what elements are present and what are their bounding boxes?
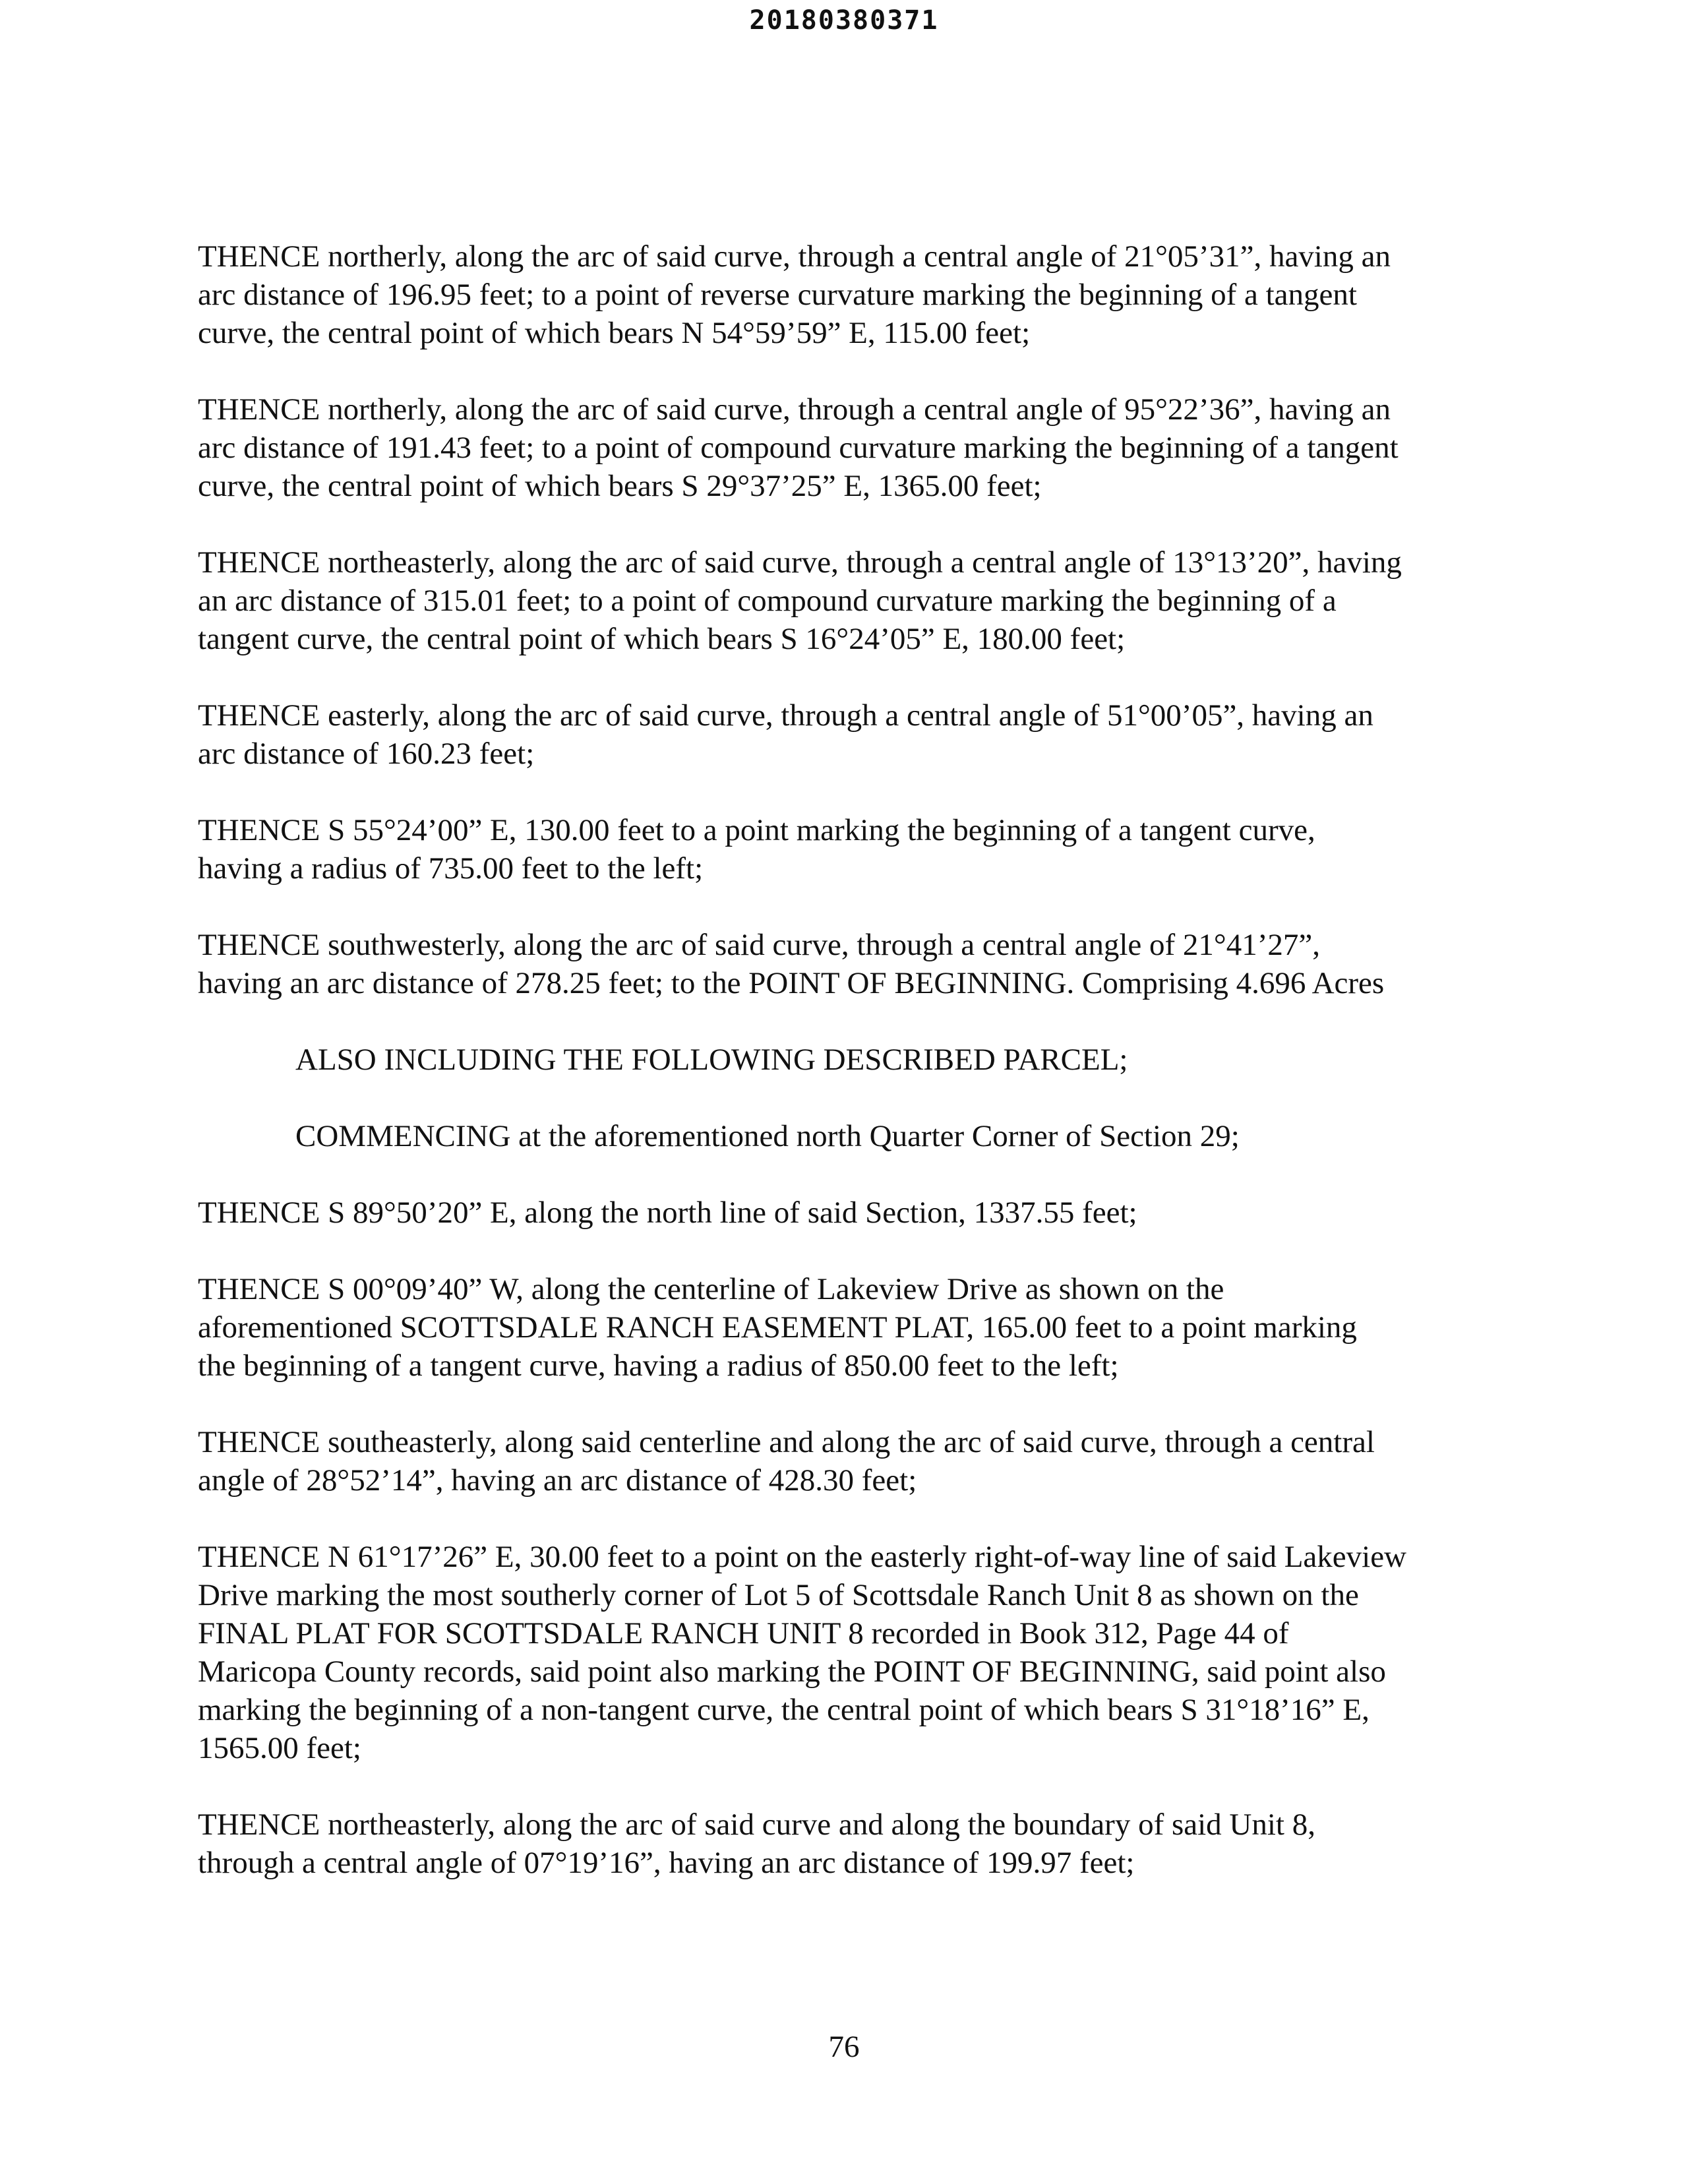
text-line: marking the beginning of a non-tangent curve, the central point of which bears S 31°18’16” E, [198, 1693, 1370, 1727]
text-line: THENCE southeasterly, along said centerline and along the arc of said curve, through a central [198, 1425, 1375, 1459]
text-line: angle of 28°52’14”, having an arc distance of 428.30 feet; [198, 1463, 917, 1498]
paragraph-thence-s-55 [198, 811, 1510, 888]
paragraph-thence-southwesterly [198, 926, 1510, 1002]
text-line: THENCE northeasterly, along the arc of said curve and along the boundary of said Unit 8, [198, 1807, 1315, 1842]
text-line: COMMENCING at the aforementioned north Quarter Corner of Section 29; [295, 1119, 1240, 1153]
legal-description-body [198, 237, 1510, 1920]
text-line: THENCE S 89°50’20” E, along the north line of said Section, 1337.55 feet; [198, 1196, 1137, 1230]
page-number: 76 [828, 2030, 860, 2064]
text-line: THENCE easterly, along the arc of said curve, through a central angle of 51°00’05”, having an [198, 698, 1373, 733]
text-line: arc distance of 196.95 feet; to a point of reverse curvature marking the beginning of a tangent [198, 278, 1357, 312]
paragraph-thence-northeasterly [198, 543, 1510, 658]
text-line: THENCE northerly, along the arc of said curve, through a central angle of 95°22’36”, having an [198, 392, 1391, 427]
paragraph-commencing [198, 1117, 1510, 1155]
text-line: ALSO INCLUDING THE FOLLOWING DESCRIBED PARCEL; [295, 1043, 1128, 1077]
paragraph-thence-easterly [198, 696, 1510, 773]
text-line: arc distance of 160.23 feet; [198, 737, 535, 771]
text-line: having a radius of 735.00 feet to the left; [198, 851, 704, 886]
text-line: curve, the central point of which bears N 54°59’59” E, 115.00 feet; [198, 316, 1031, 350]
text-line: aforementioned SCOTTSDALE RANCH EASEMENT PLAT, 165.00 feet to a point marking [198, 1310, 1357, 1345]
text-line: THENCE N 61°17’26” E, 30.00 feet to a point on the easterly right-of-way line of said Lakeview [198, 1540, 1406, 1574]
paragraph-also-including [198, 1041, 1510, 1079]
text-line: Maricopa County records, said point also marking the POINT OF BEGINNING, said point also [198, 1654, 1386, 1689]
text-line: through a central angle of 07°19’16”, having an arc distance of 199.97 feet; [198, 1846, 1135, 1880]
paragraph-thence-northerly-2 [198, 390, 1510, 505]
document-number: 20180380371 [749, 5, 939, 36]
text-line: Drive marking the most southerly corner of Lot 5 of Scottsdale Ranch Unit 8 as shown on the [198, 1578, 1359, 1612]
text-line: THENCE southwesterly, along the arc of said curve, through a central angle of 21°41’27”, [198, 928, 1320, 962]
text-line: THENCE S 00°09’40” W, along the centerline of Lakeview Drive as shown on the [198, 1272, 1224, 1306]
text-line: the beginning of a tangent curve, having a radius of 850.00 feet to the left; [198, 1349, 1119, 1383]
paragraph-thence-northerly-1 [198, 237, 1510, 352]
text-line: 1565.00 feet; [198, 1731, 361, 1765]
text-line: THENCE northeasterly, along the arc of said curve, through a central angle of 13°13’20”, having [198, 545, 1402, 580]
paragraph-thence-n-61 [198, 1538, 1510, 1767]
paragraph-thence-s-89 [198, 1194, 1510, 1232]
paragraph-thence-northeasterly-unit-8 [198, 1805, 1510, 1882]
paragraph-thence-southeasterly [198, 1423, 1510, 1500]
text-line: THENCE S 55°24’00” E, 130.00 feet to a point marking the beginning of a tangent curve, [198, 813, 1315, 847]
text-line: arc distance of 191.43 feet; to a point of compound curvature marking the beginning of a tangent [198, 431, 1399, 465]
text-line: FINAL PLAT FOR SCOTTSDALE RANCH UNIT 8 recorded in Book 312, Page 44 of [198, 1616, 1289, 1651]
text-line: curve, the central point of which bears S 29°37’25” E, 1365.00 feet; [198, 469, 1042, 503]
paragraph-thence-s-00 [198, 1270, 1510, 1385]
text-line: tangent curve, the central point of which bears S 16°24’05” E, 180.00 feet; [198, 622, 1126, 656]
text-line: THENCE northerly, along the arc of said curve, through a central angle of 21°05’31”, having an [198, 239, 1391, 274]
text-line: having an arc distance of 278.25 feet; to the POINT OF BEGINNING. Comprising 4.696 Acres [198, 966, 1385, 1000]
text-line: an arc distance of 315.01 feet; to a point of compound curvature marking the beginning of a [198, 584, 1337, 618]
